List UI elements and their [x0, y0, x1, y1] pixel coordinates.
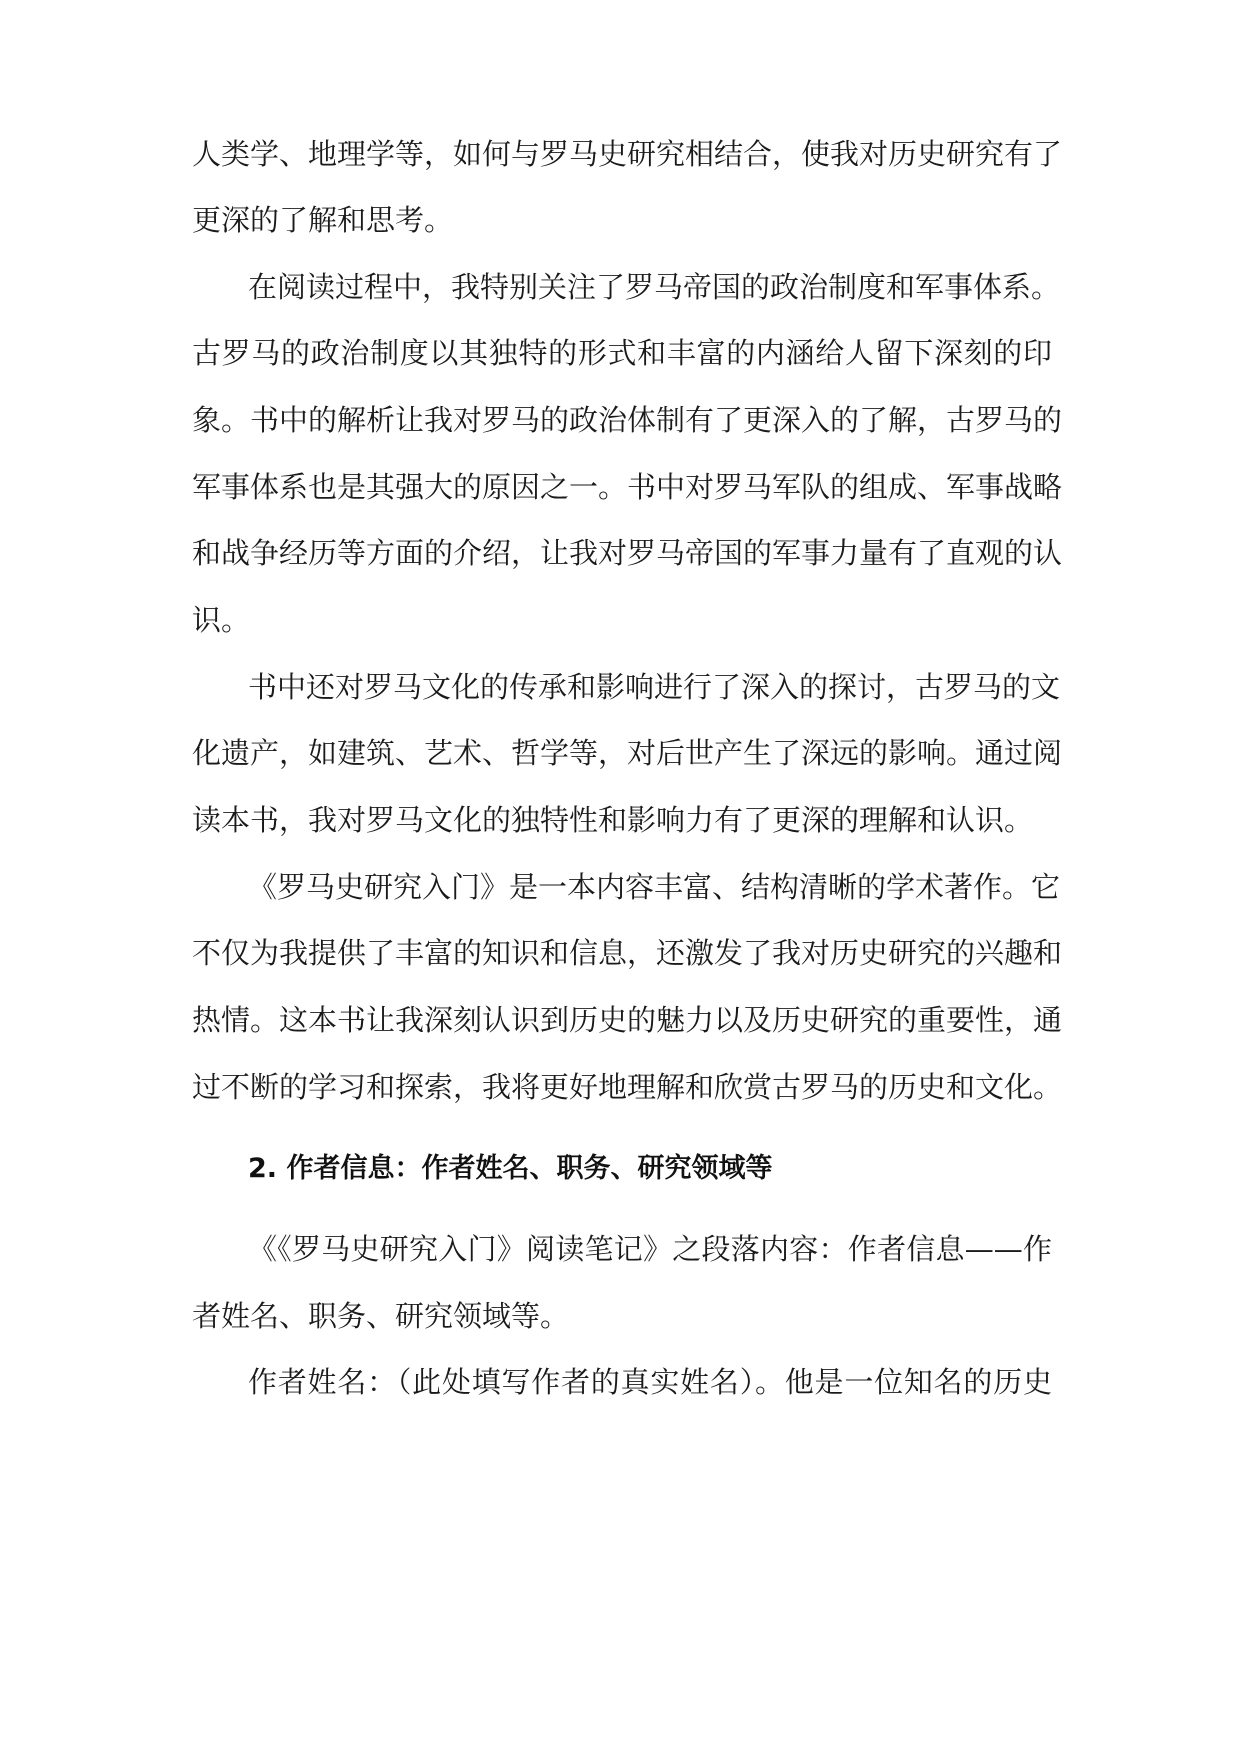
- paragraph-line: 象。书中的解析让我对罗马的政治体制有了更深入的了解，古罗马的: [192, 403, 1063, 437]
- paragraph-line: 更深的了解和思考。: [192, 203, 454, 237]
- paragraph-line: 化遗产，如建筑、艺术、哲学等，对后世产生了深远的影响。通过阅: [192, 736, 1063, 770]
- paragraph-line: 古罗马的政治制度以其独特的形式和丰富的内涵给人留下深刻的印: [192, 336, 1052, 370]
- paragraph-line: 读本书，我对罗马文化的独特性和影响力有了更深的理解和认识。: [192, 803, 1034, 837]
- paragraph-line: 识。: [192, 603, 251, 637]
- paragraph-line: 和战争经历等方面的介绍，让我对罗马帝国的军事力量有了直观的认: [192, 536, 1063, 570]
- paragraph-line: 过不断的学习和探索，我将更好地理解和欣赏古罗马的历史和文化。: [192, 1070, 1063, 1104]
- paragraph-line: 作者姓名：（此处填写作者的真实姓名）。他是一位知名的历史: [248, 1365, 1052, 1399]
- paragraph-line: 《罗马史研究入门》是一本内容丰富、结构清晰的学术著作。它: [248, 870, 1061, 904]
- paragraph-line: 热情。这本书让我深刻认识到历史的魅力以及历史研究的重要性，通: [192, 1003, 1063, 1037]
- paragraph-line: 《《罗马史研究入门》阅读笔记》之段落内容：作者信息——作: [248, 1232, 1052, 1266]
- paragraph-line: 者姓名、职务、研究领域等。: [192, 1299, 570, 1333]
- paragraph-line: 在阅读过程中，我特别关注了罗马帝国的政治制度和军事体系。: [248, 270, 1061, 304]
- paragraph-line: 人类学、地理学等，如何与罗马史研究相结合，使我对历史研究有了: [192, 137, 1063, 171]
- section-heading: 2. 作者信息：作者姓名、职务、研究领域等: [248, 1153, 773, 1184]
- paragraph-line: 不仅为我提供了丰富的知识和信息，还激发了我对历史研究的兴趣和: [192, 936, 1063, 970]
- paragraph-line: 军事体系也是其强大的原因之一。书中对罗马军队的组成、军事战略: [192, 470, 1063, 504]
- paragraph-line: 书中还对罗马文化的传承和影响进行了深入的探讨，古罗马的文: [248, 670, 1061, 704]
